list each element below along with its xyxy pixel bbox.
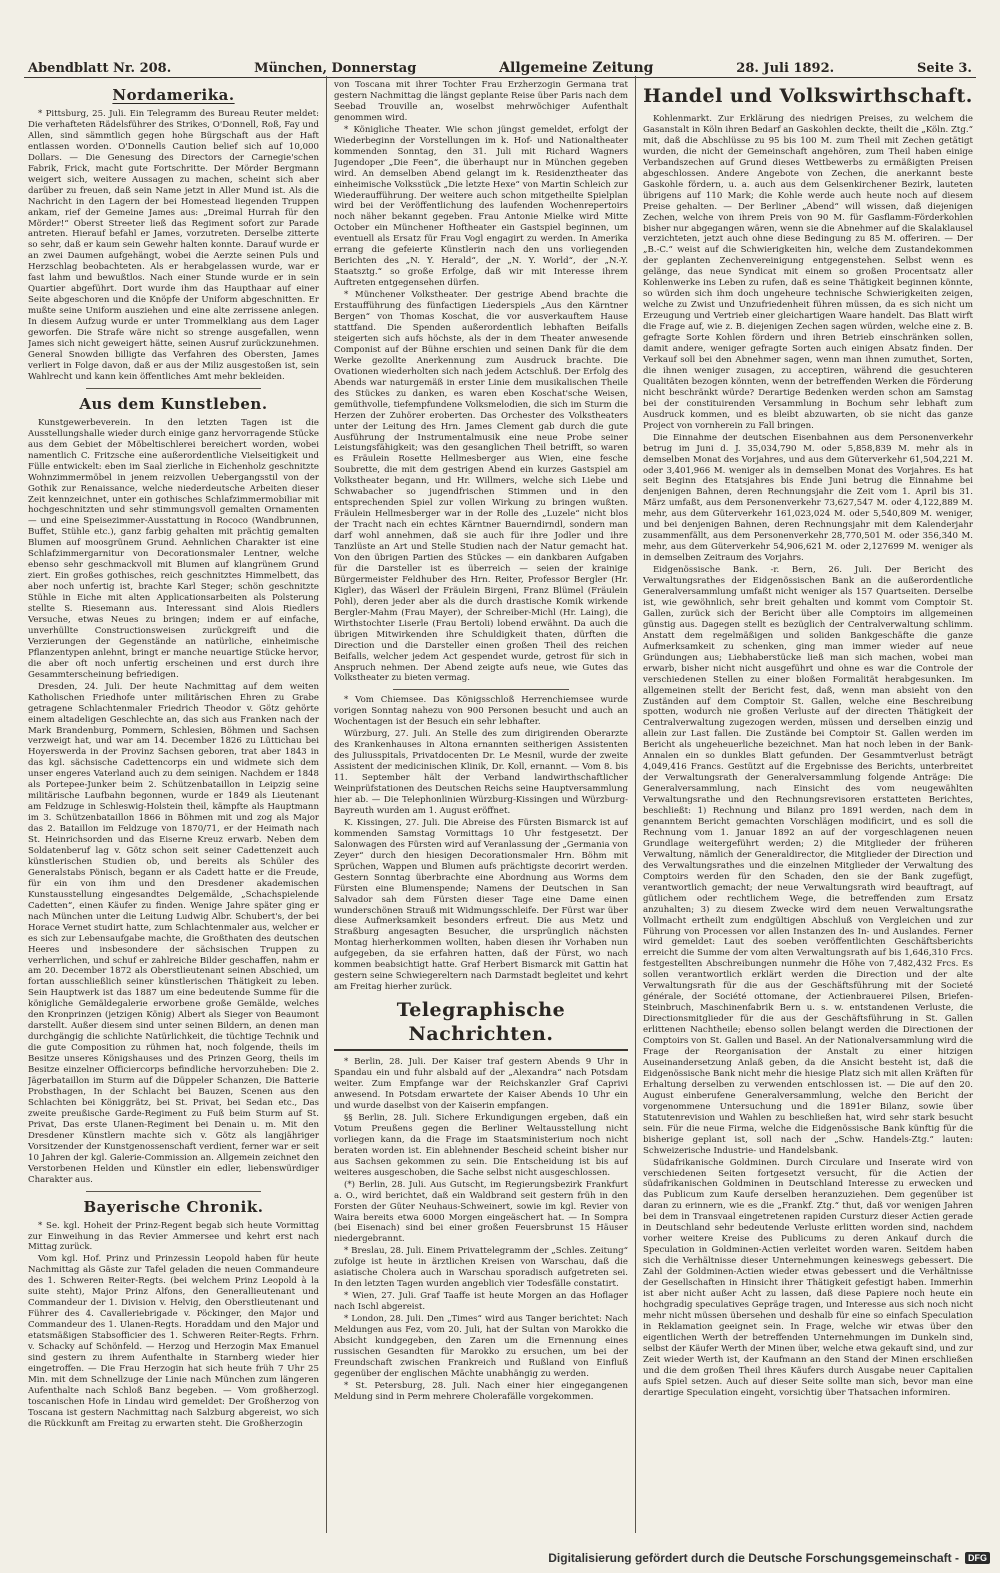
article-paragraph: * Münchener Volkstheater. Der gestrige Abend brachte die Erstaufführung des fünfactigen Liederspiels „Aus den Kärntner Bergen“ von Thomas Koschat, die vor ausverkauftem Hause stattfand. Die Spenden außerordentlich lebhaften Beifalls steigerten sich aufs höchste, als der in dem Theater anwesende Componist auf der Bühne erschien und seinen Dank für die dem Werke gezollte Anerkennung zum Ausdruck brachte. Die Ovationen wiederholten sich nach jedem Actschluß. Der Erfolg des Abends war naturgemäß in erster Linie dem musikalischen Theile des Stückes zu danken, es waren eben Koschat'sche Weisen, gemüthvolle, tiefempfundene Volksmelodien, die sich im Sturm die Herzen der Zuhörer eroberten. Das Orchester des Volkstheaters unter der Leitung des Hrn. James Clement gab durch die gute Ausführung der Instrumentalmusik eine neue Probe seiner Leistungsfähigkeit; was den gesanglichen Theil betrifft, so waren es Fräulein Rosette Hellmesberger aus Wien, eine fesche Soubrette, die mit dem gestrigen Abend ein kurzes Gastspiel am Volkstheater begann, und Hr. Willmers, welche sich Liebe und Schwabacher so jugendfrischen Stimmen und in den entsprechenden Spiel zur vollen Wirkung zu bringen wußten. Fräulein Hellmesberger war in der Rolle des „Luzele“ nicht blos der Tracht nach ein echtes Kärntner Bauerndirndl, sondern man darf wohl annehmen, daß sie auch für ihre Jodler und ihre Tanzlüste an Art und Stelle Studien nach der Natur gemacht hat. Von den übrigen Partien des Stückes — ein dankbaren Aufgaben für die Darsteller ist es überreich — seien der krainige Bürgermeister Feldhuber des Hrn. Reiter, Professor Bergler (Hr. Kigler), das Wäserl der Fräulein Birgeni, Franz Blümel (Fräulein Pohl), deren jeder aber als die durch drastische Komik wirkende Bergler-Mahm (Frau Mayer), der Schreiber-Michl (Hr. Laing), die Wirthstochter Liserle (Frau Bertoli) lobend erwähnt. Da auch die übrigen Mitwirkenden ihre Schuldigkeit thaten, dürften die Direction und die Darsteller einen großen Theil des reichen Beifalls, welcher jedem Act gespendet wurde, getrost für sich in Anspruch nehmen. Der Abend zeigte aufs neue, wie Gutes das Volkstheater zu bieten vermag. [334,290,628,684]
column-divider [635,76,636,1533]
article-separator [86,1191,261,1192]
article-paragraph: Eidgenössische Bank. -r. Bern, 26. Juli. Der Bericht des Verwaltungsrathes der Eidgenössischen Bank an die außerordentliche Generalversammlung umfaßt nicht weniger als 157 Quartseiten. Derselbe ist, wie gewöhnlich, sehr breit gehalten und kommt vom Comptoir St. Gallen, zurück sich der Bericht über alle Comptoirs im allgemeinen günstig aus. Dagegen stellt es bezüglich der Centralverwaltung schlimm. Anstatt dem regelmäßigen und soliden Bankgeschäfte die ganze Aufmerksamkeit zu schenken, ging man immer wieder auf neue Gründungen aus; Liebhaberstücke ließ man sich machen, wobei man erwarb, bisher nicht nicht ausgeführt und ohne es war die Controle der verschiedenen Stellen zu einer bloßen Formalität herabgesunken. Im allgemeinen stellt der Bericht fest, daß, wenn man absieht von den Zuständen auf dem Comptoir St. Gallen, welche eine Beschreibung spotten, wodurch nie großen Verluste auf der directen Thätigkeit der Centralverwaltung zugezogen werden, müssen und derselben einzig und allein zur Last fallen. Die Zustände bei Comptoir St. Gallen werden im Bericht als ungeheuerliche bezeichnet. Man hat noch leben in der Bank-Annalen ein so dunkles Blatt gefunden. Der Gesammtverlust beträgt 4,049,416 Francs. Gestützt auf die Ergebnisse des Berichts, unterbreitet der Verwaltungsrath der Generalversammlung folgende Anträge: Die Generalversammlung, nach Einsicht des vom neugewählten Verwaltungsrathe und den Rechnungsrevisoren erstatteten Berichtes, beschließt: 1) Rechnung und Bilanz pro 1891 werden, nach dem in genanntem Bericht gemachten Vorschlägen modificirt, und es soll die Rechnung vom 1. Januar 1892 an auf der vorgeschlagenen neuen Grundlage weitergeführt werden; 2) die Mitglieder der früheren Verwaltung, nämlich der Generaldirector, die Mitglieder der Direction und des Verwaltungsrathes und die einzelnen Mitglieder der Verwaltung des Comptoirs werden für den Schaden, den sie der Bank zugefügt, verantwortlich gemacht; der neue Verwaltungsrath wird beauftragt, auf gütlichem oder rechtlichem Wege, die betreffenden zum Ersatz anzuhalten; 3) zu diesem Zwecke wird dem neuen Verwaltungsrathe Vollmacht ertheilt zum endgültigen Abschluß von Vergleichen und zur Führung von Processen vor allen Instanzen des In- und Auslandes. Ferner wird gemeldet: Laut des soeben veröffentlichten Geschäftsberichts erreicht die Summe der vom alten Verwaltungsrath auf bis 1,646,310 Frcs. festgestellten Abschreibungen nunmehr die Höhe von 7,482,432 Frcs. Es sollen verantwortlich erklärt werden die Direction und der alte Verwaltungsrath für die aus der Geschäftsführung mit der Societé générale, der Société ottomane, der Actienbrauerei Pilsen, Briefen-Steinbruch, Maschinenfabrik Bern u. s. w. entstandenen Verluste, die Directionsmitglieder für die aus der Geschäftsführung in St. Gallen erlittenen Nachtheile; ebenso sollen belangt werden die Directionen der Comptoirs von St. Gallen und Basel. An der Nationalversammlung wird die Frage der Reorganisation der Anstalt zu einer hitzigen Auseinandersetzung Anlaß geben, da die Ansicht besteht ist, daß die Eidgenössische Bank nicht mehr die hiesige Platz sich mit allen Kräften für Erhaltung derselben zu verwenden entschlossen ist. — Die auf den 20. August einberufene Generalversammlung, welche den Bericht der vorgenommene Untersuchung und die 1891er Bilanz, sowie über Statutenrevision und Wahlen zu beschließen hat, wird sehr stark besucht sein. Für die neue Firma, welche die Eidgenössische Bank künftig für die bisherige geplant ist, soll nach der „Schw. Handels-Ztg.“ lauten: Schweizerische Industrie- und Handelsbank. [643,565,973,1156]
article-separator [393,689,569,690]
article-paragraph: * St. Petersburg, 28. Juli. Nach einer hier eingegangenen Meldung sind in Perm mehrere Cholerafälle vorgekommen. [334,1380,628,1402]
column-divider [326,76,327,1533]
article-paragraph: K. Kissingen, 27. Juli. Die Abreise des Fürsten Bismarck ist auf kommenden Samstag Vormittags 10 Uhr festgesetzt. Der Salonwagen des Fürsten wird auf Veranlassung der „Germania von Zeyer“ durch den hiesigen Decorationsmaler Hrn. Böhm mit Sprüchen, Wappen und Blumen aufs prächtigste decorirt werden. Gestern Sonntag überbrachte eine Abordnung aus Worms dem Fürsten eine Blumenspende; Namens der Deutschen in San Salvador sah dem Fürsten dieser Tage eine Dame einen wunderschönen Strauß mit Widmungsschleife. Der Fürst war über diese Aufmerksamkeit besonders erfreut. Die aus Metz und Straßburg angesagten Besucher, die ursprünglich nächsten Montag hierherkommen wollten, haben diesen ihr Vorhaben nun aufgegeben, da sie erfahren hatten, daß der Fürst, wo nach kommen beabsichtigt hatte. Graf Herbert Bismarck mit Gattin hat gestern seine Schwiegereltern nach Darmstadt begleitet und kehrt am Freitag hierher zurück. [334,817,628,993]
article-paragraph: * Königliche Theater. Wie schon jüngst gemeldet, erfolgt der Wiederbeginn der Vorstellungen im k. Hof- und Nationaltheater kommenden Sonntag, den 31. Juli mit Richard Wagners Jugendoper „Die Feen“, die überhaupt nur in München gegeben wird. An demselben Abend gelangt im k. Residenztheater das einheimische Volksstück „Die letzte Hexe“ von Martin Schleich zur Wiederaufführung. Der weitere auch schon mitgetheilte Spielplan wird bei der Veröffentlichung des laufenden Wochenrepertoirs noch näher bekannt gegeben. Frau Antonie Mielke wird Mitte October ein Münchener Hoftheater ein Gastspiel beginnen, um eventuell als Ersatz für Frau Vogl engagirt zu werden. In Amerika errang die gefeierte Künstlerin nach den uns vorliegenden Berichten des „N. Y. Herald“, der „N. Y. World“, der „N.-Y. Staatsztg.“ so große Erfolge, daß wir mit Interesse ihrem Auftreten entgegensehen dürfen. [334,124,628,289]
section-heading-telegraphische-nachrichten: Telegraphische Nachrichten. [334,998,628,1051]
article-paragraph: Kunstgewerbeverein. In den letzten Tagen ist die Ausstellungshalle wieder durch einige ganz hervorragende Stücke aus dem Gebiet der Möbeltischlerei bereichert worden, wobei namentlich C. Fritzsche eine außerordentliche Vielseitigkeit und Fülle entwickelt: eben im Saal zierliche in Eichenholz geschnitzte Wohnzimmermöbel in jenem reizvollen Uebergangsstil von der Gothik zur Renaissance, welche niederdeutsche Arbeiten dieser Zeit kennzeichnet, unter ein gothisches Schlafzimmermobiliar mit hochgeschnitzten und sehr stimmungsvoll gemalten Ornamenten — und eine Speisezimmer-Ausstattung in Rococo (Wandbrunnen, Buffet, Stühle etc.), ganz farbig gehalten mit prächtig gemalten Blumen auf moosgrünem Grund. Aehnlichen Charakter ist eine Schlafzimmergarnitur von Decorationsmaler Lentner, welche ebenso sehr geschmackvoll mit Blumen auf klangrünem Grund ziert. Ein großes gothisches, reich geschnitztes Himmelbett, das aber noch unfertig ist, brachte Karl Steger; schön geschnitzte Stühle in Eiche mit alten Applicationsarbeiten als Polsterung stellte S. Riesemann aus. Interessant sind Alois Riedlers Versuche, etwas Neues zu bringen; indem er auf einfache, unverhüllte Constructionsweisen zurückgreift und die Verzierungen der Gegenstände an natürliche, einheimische Pflanzentypen anlehnt, bringt er manche neuartige Stücke hervor, die aber oft noch unfertig erscheinen und erst durch ihre Gesammterscheinung befriedigen. [28,417,319,680]
article-paragraph: Dresden, 24. Juli. Der heute Nachmittag auf dem weiten Katholischen Friedhofe unter militärischen Ehren zu Grabe getragene Schlachtenmaler Friedrich Theodor v. Götz gehörte einem altadeligen Geschlechte an, das sich aus Franken nach der Mark Brandenburg, Pommern, Schlesien, Böhmen und Sachsen verzweigt hat, und war am 14. December 1826 zu Lüttichau bei Hoyerswerda in der Provinz Sachsen geboren, trat aber 1843 in das kgl. sächsische Cadettencorps ein und widmete sich dem unser engeres Vaterland auch zu dem seinigen. Nachdem er 1848 als Portepee-Junker beim 2. Schützenbataillon in Leipzig seine militärische Laufbahn begonnen, wurde er 1849 als Lieutenant am Feldzuge in Schleswig-Holstein theil, kämpfte als Hauptmann im 3. Schützenbataillon 1866 in Böhmen mit und zog als Major das 2. Bataillon im Feldzuge von 1870/71, er der Heimath nach St. Heinrichsorden und das Eiserne Kreuz erwarb. Neben dem Soldatenberuf lag v. Götz schon seit seiner Cadettenzeit auch künstlerischen Studien ob, und bereits als Schüler des Generalstabs Pönisch, begann er als Cadett hatte er die Freude, für ein von ihm und den Dresdener akademischen Kunstausstellung eingesandtes Delgemälde, „Schachspielende Cadetten“, einen Käufer zu finden. Wenige Jahre später ging er nach München unter die Leitung Ludwig Albr. Schubert's, der bei Horace Vernet studirt hatte, zum Schlachtenmaler aus, welcher er es sich zur Lebensaufgabe machte, die Großthaten des deutschen Heeres und insbesondere der sächsischen Truppen zu verherrlichen, und schuf er zahlreiche Bilder geschaffen, nahm er am 20. December 1872 als Oberstlieutenant seinen Abschied, um fortan ausschließlich seiner künstlerischen Thätigkeit zu leben. Sein Hauptwerk ist das 1887 um eine bedeutende Summe für die königliche Gemäldegalerie erworbene große Gemälde, welches den Kronprinzen (jetzigen König) Albert als Sieger von Beaumont darstellt. Außer diesem sind unter seinen Bildern, an denen man durchgängig die schlichte Natürlichkeit, die tüchtige Technik und die gute Composition zu rühmen hat, noch folgende, theils im Besitze unseres Königshauses und des Prinzen Georg, theils im Besitze einzelner Officiercorps befindliche hervorzuheben: Die 2. Jägerbataillon im Sturm auf die Düppeler Schanzen, Die Batterie Probsthagen, In der Schlacht bei Bauzen, Scenen aus den Schlachten bei Königgrätz, bei St. Privat, bei Sedan etc., Das zweite preußische Garde-Regiment zu Fuß beim Sturm auf St. Privat, Das erste Ulanen-Regiment bei Denain u. m. Mit den Dresdener Künstlern machte sich v. Götz als langjähriger Vorsitzender der Kunstgenossenschaft verdient, ferner war er seit 10 Jahren der kgl. Galerie-Commission an. Allgemein zeichnet den Verstorbenen Helden und Künstler ein edler, liebenswürdiger Charakter aus. [28,681,319,1185]
section-heading-nordamerika: Nordamerika. [112,86,235,104]
article-paragraph: * Wien, 27. Juli. Graf Taaffe ist heute Morgen an das Hoflager nach Ischl abgereist. [334,1291,628,1313]
article-paragraph: Die Einnahme der deutschen Eisenbahnen aus dem Personenverkehr betrug im Juni d. J. 35,034,790 M. oder 5,858,839 M. mehr als in demselben Monat des Vorjahres, und aus dem Güterverkehr 61,504,221 M. oder 3,401,966 M. weniger als in demselben Monat des Vorjahres. Es hat seit Beginn des Etatsjahres bis Ende Juni betrug die Einnahme bei denjenigen Bahnen, deren Rechnungsjahr die Zeit vom 1. April bis 31. März umfaßt, aus dem Personenverkehr 73,627,547 M. oder 4,122,889 M. mehr, aus dem Güterverkehr 161,023,024 M. oder 5,540,809 M. weniger, und bei denjenigen Bahnen, deren Rechnungsjahr mit dem Kalenderjahr zusammenfällt, aus dem Personenverkehr 28,770,501 M. oder 356,340 M. mehr, aus dem Güterverkehr 54,906,621 M. oder 2,127699 M. weniger als in demselben Zeitraum des Vorjahrs. [643,432,973,564]
article-paragraph: Würzburg, 27. Juli. An Stelle des zum dirigirenden Oberarzte des Krankenhauses in Altona ernannten seitherigen Assistenten des Juliusspitals, Privatdocenten Dr. Le Mesnil, wurde der zweite Assistent der medicinischen Klinik, Dr. Koll, ernannt. — Vom 8. bis 11. September hält der Verband landwirthschaftlicher Weinprüfstationen des Deutschen Reichs seine Hauptversammlung hier ab. — Die Telephonlinien Würzburg-Kissingen und Würzburg-Bayreuth wurden am 1. August eröffnet. [334,729,628,816]
newspaper-title: Allgemeine Zeitung [499,60,654,76]
digitization-credit [548,1551,990,1565]
article-paragraph: * Berlin, 28. Juli. Der Kaiser traf gestern Abends 9 Uhr in Spandau ein und fuhr alsbald auf der „Alexandra“ nach Potsdam weiter. Zum Empfange war der Reichskanzler Graf Caprivi anwesend. In Potsdam erwartete der Kaiser Abends 10 Uhr ein und wurde daselbst von der Kaiserin empfangen. [334,1057,628,1111]
article-paragraph: Vom kgl. Hof. Prinz und Prinzessin Leopold haben für heute Nachmittag als Gäste zur Tafel geladen die neuen Commandeure des 1. Schweren Reiter-Regts. (bei welchem Prinz Leopold à la suite steht), Major Prinz Alfons, den Generallieutenant und Commandeur der 1. Division v. Helvig, den Oberstlieutenant und Führer des 4. Cavalleriebrigade v. Pöckinger, den Major und Commandeur des 1. Ulanen-Regts. Horaddam und den Major und etatsmäßigen Stabsofficier des 1. Schweren Reiter-Regts. Frhrn. v. Schacky auf Schönfeld. — Herzog und Herzogin Max Emanuel sind gestern zu ihrem Aufenthalte in Starnberg wieder hier eingetroffen. — Die Frau Herzogin hat sich heute früh 7 Uhr 25 Min. mit dem Schnellzuge der Linie nach München zum längeren Aufenthalte nach Schloß Banz begeben. — Vom großherzogl. toscanischen Hofe in Lindau wird gemeldet: Der Großherzog von Toscana ist gestern Nachmittag nach Salzburg abgereist, wo sich die Rückkunft am Freitag zu erwarten steht. Die Großherzogin [28,1254,319,1429]
page-number: Seite 3. [916,61,972,76]
article-paragraph: (*) Berlin, 28. Juli. Aus Gutscht, im Regierungsbezirk Frankfurt a. O., wird berichtet, daß ein Waldbrand seit gestern früh in den Forsten der Güter Neuhaus-Schweinert, sowie im kgl. Revier von Waira bereits etwa 6000 Morgen eingeäschert hat. — In Sompra (bei Eisenach) sind bei einer großen Feuersbrunst 15 Häuser niedergebrannt. [334,1179,628,1245]
article-paragraph: * Se. kgl. Hoheit der Prinz-Regent begab sich heute Vormittag zur Einweihung in das Revier Ammersee und kehrt erst nach Mittag zurück. [28,1220,319,1253]
article-paragraph: §§ Berlin, 28. Juli. Sichere Erkundigungen ergeben, daß ein Votum Preußens gegen die Berliner Weltausstellung nicht vorliegen kann, da die Frage im Staatsministerium noch nicht beraten worden ist. Ein ablehnender Bescheid scheint bisher nur aus Sachsen gekommen zu sein. Die Entscheidung ist bis auf weiteres ausgeschoben, die Sache selbst nicht ausgeschlossen. [334,1112,628,1178]
article-paragraph: * Vom Chiemsee. Das Königsschloß Herrenchiemsee wurde vorigen Sonntag nahezu von 900 Personen besucht und auch an Wochentagen ist der Besuch ein sehr lebhafter. [334,695,628,728]
article-paragraph: Südafrikanische Goldminen. Durch Circulare und Inserate wird von verschiedenen Seiten fortgesetzt versucht, für die Actien der südafrikanischen Goldminen in Deutschland Interesse zu erwecken und das Publicum zum Kaufe derselben heranzuziehen. Dem gegenüber ist daran zu erinnern, wie es die „Frankf. Ztg.“ thut, daß vor wenigen Jahren bei dem in Transvaal eingetretenen rapiden Cursturz dieser Actien gerade in Deutschland sehr bedeutende Verluste erlitten worden sind, nachdem vorher weitere Kreise des Publicums zu deren Ankauf durch die Speculation in Goldminen-Actien verleitet worden waren. Seitdem haben sich die Verhältnisse dieser Unternehmungen keineswegs gebessert. Die Zahl der Goldminen-Actien wieder etwas gebessert und die Verhältnisse der Gesellschaften in Hinsicht ihrer Thätigkeit gefestigt haben. Immerhin ist aber nicht außer Acht zu lassen, daß diese Papiere noch heute ein hochgradig speculatives Gepräge tragen, und Interesse aus sich noch nicht mehr nicht müssen übersehen und deshalb für eine so einfach Speculation in Reklamation geeignet sein. In Frage, welche wir etwas über den eigentlichen Werth der betreffenden Unternehmungen im Dunkeln sind, selbst der Käufer Werth der Minen über, welche etwa gekauft sind, und zur Zeit wieder Werth ist, der Kaufmann an den Stand der Minen erschließen und die dem großen Theil ihres Käufers durch Ausgabe neuer Capitalien aufs Spiel setzen. Auch auf dieser Seite sollte man sich, bevor man eine derartige Speculation eingeht, vorsichtig über Thatsachen informiren. [643,1157,973,1398]
article-paragraph: * London, 28. Juli. Den „Times“ wird aus Tanger berichtet: Nach Meldungen aus Fez, vom 20. Juli, hat der Sultan von Marokko die Absicht kundgegeben, den Zaren um die Ernennung eines russischen Gesandten für Marokko zu ersuchen, um bei der Freundschaft zwischen Frankreich und Rußland von Einfluß gegenüber der englischen Mächte unabhängig zu werden. [334,1314,628,1379]
article-paragraph: von Toscana mit ihrer Tochter Frau Erzherzogin Germana trat gestern Nachmittag die längst geplante Reise über Paris nach dem Seebad Trouville an, woselbst mehrwöchiger Aufenthalt genommen wird. [334,80,628,123]
column-2 [334,80,628,1533]
section-heading-handel: Handel und Volkswirthschaft. [643,85,973,107]
article-paragraph: * Pittsburg, 25. Juli. Ein Telegramm des Bureau Reuter meldet: Die verhafteten Rädelsführer des Strikes, O'Donnell, Roß, Fay und Allen, sind sämmtlich gegen hohe Bürgschaft aus der Haft entlassen worden. O'Donnells Caution belief sich auf 10,000 Dollars. — Die Genesung des Directors der Carnegie'schen Fabrik, Frick, macht gute Fortschritte. Der Mörder Bergmann weigert sich, weitere Aussagen zu machen, scheint sich aber darüber zu freuen, daß sein Name jetzt in Aller Mund ist. Als die Nachricht in den Lagern der bei Homestead liegenden Truppen ankam, rief der Gemeine James aus: „Dreimal Hurrah für den Mörder!“ Oberst Streeter ließ das Regiment sofort zur Parade antreten. Hierauf befahl er James, vorzutreten. Derselbe zitterte so sehr, daß er kaum sein Gewehr halten konnte. Darauf wurde er an zwei Daumen aufgehängt, wobei die Aerzte seinen Puls und Herzschlag beobachteten. Als er herabgelassen wurde, war er fast lahm und bewußtlos. Nach einer Stunde wurde er in sein Quartier abgeführt. Dort wurde ihm das Haupthaar auf einer Seite abgeschoren und die Knöpfe der Uniform abgeschnitten. Er mußte seine Uniform ausziehen und eine alte zerrissene anlegen. In diesem Aufzug wurde er unter Trommelklang aus dem Lager geworfen. Die Strafe wäre nicht so strenge ausgefallen, wenn James sich nicht geweigert hätte, seinen Ausruf zurückzunehmen. General Snowden billigte das Verfahren des Obersten, James verliert in Folge davon, daß er aus der Miliz ausgestoßen ist, sein Wahlrecht und kann kein öffentliches Amt mehr bekleiden. [28,109,319,382]
article-paragraph: Kohlenmarkt. Zur Erklärung des niedrigen Preises, zu welchem die Gasanstalt in Köln ihren Bedarf an Gaskohlen deckte, theilt die „Köln. Ztg.“ mit, daß die Abschlüsse zu 95 bis 100 M. zum Theil mit Zechen getätigt wurden, die nicht der Gemeinschaft angehören, zum Theil haben einige Verbandszechen auf Grund dieses Wettbewerbs zu ermäßigten Preisen abgeschlossen. Andere Angebote von Zechen, die anerkannt beste Gaskohle fördern, u. a. auch aus dem Gelsenkirchener Bezirk, lauteten übrigens auf 110 Mark; die Kohle werde auch heute noch auf diesem Preise gehalten. — Der Berliner „Abend“ will wissen, daß diejenigen Zechen, welche von ihrem Preis von 90 M. für Gasflamm-Förderkohlen bisher nur abgegangen wären, wenn sie die Abnehmer auf die Skalaklausel verzichteten, jetzt auch ohne diese Bedingung zu 85 M. offeriren. — Der „B.-C.“ weist auf die Schwierigkeiten hin, welche dem Zustandekommen der geplanten Zechenvereinigung entgegenstehen. Selbst wenn es gelänge, das neue Syndicat mit einem so großen Procentsatz aller Kohlenwerke ins Leben zu rufen, daß es seine Thätigkeit beginnen könnte, so würden sich ihm doch ungeheure technische Schwierigkeiten zeigen, welche zu Zwist und Unzufriedenheit führen müssen, da es sich nicht um Erzeugung und Vertrieb einer gleichartigen Waare handelt. Das Blatt wirft die Frage auf, wie z. B. diejenigen Zechen sagen würden, welche eine z. B. gefragte Sorte Kohlen fördern und ihren Betrieb einschränken sollen, damit andere, weniger gefragte Sorten auch einigen Absatz finden. Der Verkauf soll bei den Abnehmer sagen, wenn man ihnen zumuthet, Sorten, die ihnen weniger zusagen, zu acceptiren, während die gesuchteren Qualitäten bezogen könnten, wenn der betreffenden Werken die Förderung nicht beschränkt würde? Derartige Bedenken werden schon am Samstag bei der constituirenden Versammlung in Bochum sehr lebhaft zum Ausdruck kommen, und es bleibt abzuwarten, ob sie nicht das ganze Project von vornherein zu Fall bringen. [643,114,973,431]
issue-date: 28. Juli 1892. [736,61,835,76]
page-header [28,54,972,76]
column-3 [643,80,973,1533]
article-paragraph: * Breslau, 28. Juli. Einem Privattelegramm der „Schles. Zeitung“ zufolge ist heute in ärztlichen Kreisen von Warschau, daß die asiatische Cholera auch in Warschau sporadisch aufgetreten sei. In den letzten Tagen wurden angeblich vier Todesfälle constatirt. [334,1246,628,1290]
section-heading-kunstleben: Aus dem Kunstleben. [79,394,268,413]
edition-label: Abendblatt Nr. 208. [28,61,172,76]
article-separator [86,388,261,389]
column-1 [28,80,319,1533]
place-date-label: München, Donnerstag [254,61,417,76]
header-rule [24,77,976,78]
credit-text: Digitalisierung gefördert durch die Deutsche Forschungsgemeinschaft - [548,1551,959,1565]
dfg-logo: DFG [965,1552,990,1564]
section-heading-bayerische-chronik: Bayerische Chronik. [83,1197,264,1216]
